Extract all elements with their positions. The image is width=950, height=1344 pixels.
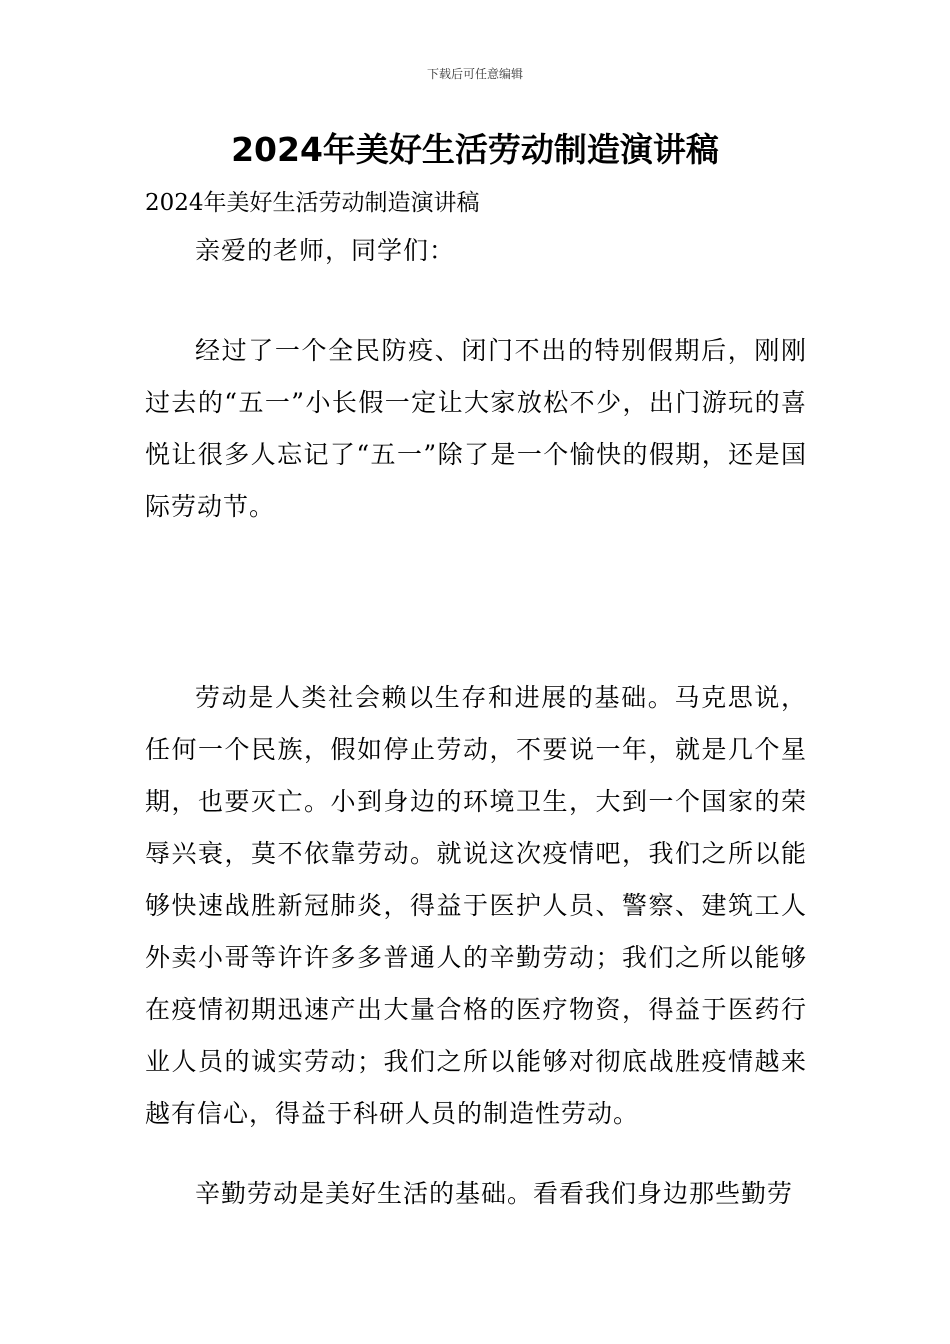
header-note: 下载后可任意编辑 <box>426 67 523 81</box>
greeting: 亲爱的老师，同学们： <box>195 236 456 265</box>
document-subtitle: 2024年美好生活劳动制造演讲稿 <box>145 190 480 216</box>
paragraph-2: 劳动是人类社会赖以生存和进展的基础。马克思说，任何一个民族，假如停止劳动，不要说一年，就是几个星期，也要灭亡。小到身边的环境卫生，大到一个国家的荣辱兴衰，莫不依靠劳动。就说这次疫情吧，我们之所以能够快速战胜新冠肺炎，得益于医护人员、警察、建筑工人外卖小哥等许许多多普通人的辛勤劳动；我们之所以能够在疫情初期迅速产出大量合格的医疗物资，得益于医药行业人员的诚实劳动；我们之所以能够对彻底战胜疫情越来越有信心，得益于科研人员的制造性劳动。 <box>145 683 807 1128</box>
paragraph-1: 经过了一个全民防疫、闭门不出的特别假期后，刚刚过去的“五一”小长假一定让大家放松不少，出门游玩的喜悦让很多人忘记了“五一”除了是一个愉快的假期，还是国际劳动节。 <box>145 336 807 521</box>
paragraph-3: 辛勤劳动是美好生活的基础。看看我们身边那些勤劳 <box>195 1179 794 1208</box>
document-title: 2024年美好生活劳动制造演讲稿 <box>231 130 719 169</box>
